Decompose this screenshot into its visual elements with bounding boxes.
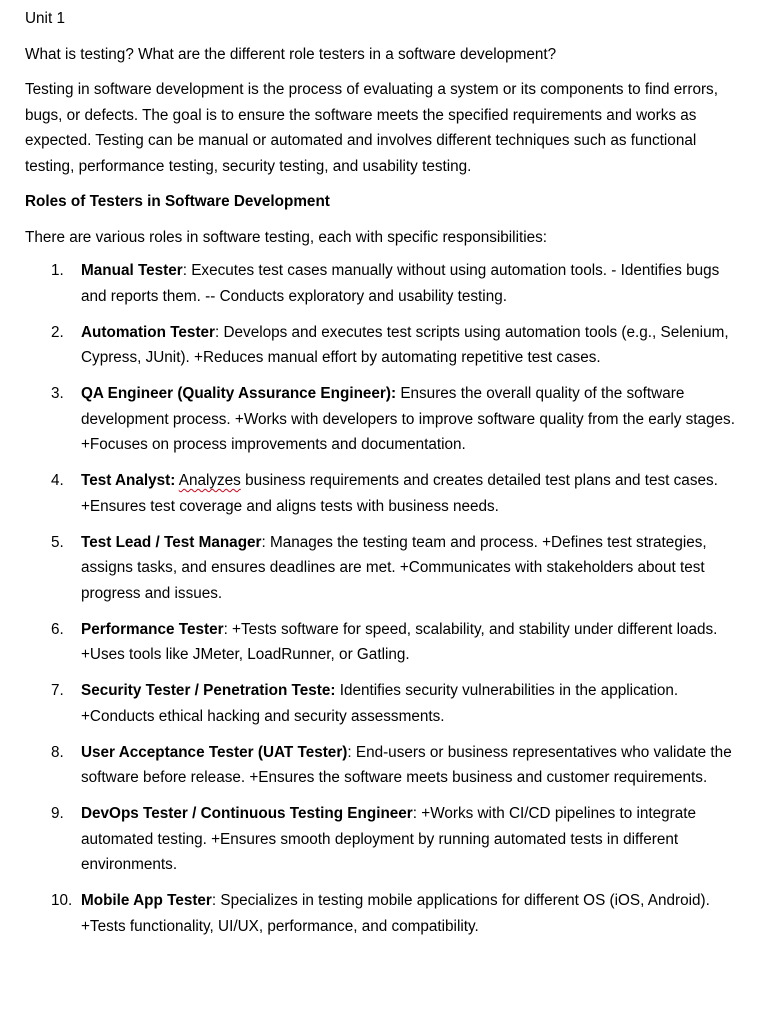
list-item bbox=[25, 320, 745, 371]
role-description: : Executes test cases manually without using automation tools. - Identifies bugs and reports them. -- Conducts exploratory and usability testing. bbox=[81, 262, 720, 305]
role-title: Test Lead / Test Manager bbox=[81, 533, 262, 551]
list-number: 8. bbox=[51, 743, 64, 761]
list-number: 5. bbox=[51, 533, 64, 551]
list-item bbox=[25, 381, 745, 458]
list-item bbox=[25, 740, 745, 791]
question-text: What is testing? What are the different role testers in a software development? bbox=[25, 45, 557, 63]
list-number: 3. bbox=[51, 385, 64, 402]
list-number: 1. bbox=[51, 262, 64, 279]
role-title: Performance Tester bbox=[81, 620, 224, 638]
roles-list bbox=[25, 258, 745, 939]
role-description: : End-users or business representatives who validate the software before release. +Ensures the software meets business and customer requirements. bbox=[81, 743, 732, 786]
role-title: Test Analyst: bbox=[81, 472, 176, 489]
role-title: DevOps Tester / Continuous Testing Engineer bbox=[81, 805, 413, 822]
list-item bbox=[25, 530, 745, 607]
list-number: 6. bbox=[51, 620, 64, 638]
role-description: : Specializes in testing mobile applications for different OS (iOS, Android). +Tests functionality, UI/UX, performance, and compatibility. bbox=[81, 892, 710, 935]
list-number: 2. bbox=[51, 323, 64, 341]
role-title: Mobile App Tester bbox=[81, 892, 212, 909]
role-description: : Develops and executes test scripts using automation tools (e.g., Selenium, Cypress, JUnit). +Reduces manual effort by automating repetitive test cases. bbox=[81, 323, 729, 366]
list-item bbox=[25, 258, 745, 309]
role-description: : +Tests software for speed, scalability, and stability under different loads. +Uses tools like JMeter, LoadRunner, or Gatling. bbox=[81, 620, 718, 663]
spellcheck-word: Analyzes bbox=[178, 472, 241, 489]
unit-label: Unit 1 bbox=[25, 10, 65, 27]
role-description: Ensures the overall quality of the software development process. +Works with developers to improve software quality from the early stages. +Focuses on process improvements and documentation. bbox=[81, 385, 735, 453]
list-item bbox=[25, 678, 745, 729]
list-item bbox=[25, 468, 745, 519]
role-description: Identifies security vulnerabilities in the application. +Conducts ethical hacking and security assessments. bbox=[81, 682, 679, 725]
intro-paragraph: Testing in software development is the process of evaluating a system or its components to find errors, bugs, or defects. The goal is to ensure the software meets the specified requirements and works as expected. Testing can be manual or automated and involves different techniques such as functional testing, performance testing, security testing, and usability testing. bbox=[25, 81, 718, 175]
list-item bbox=[25, 801, 745, 878]
role-title: Automation Tester bbox=[81, 323, 215, 341]
role-title: QA Engineer (Quality Assurance Engineer): bbox=[81, 385, 397, 402]
list-number: 9. bbox=[51, 805, 64, 822]
list-number: 4. bbox=[51, 472, 64, 489]
document-page bbox=[25, 6, 745, 950]
list-item bbox=[25, 617, 745, 668]
role-title: Security Tester / Penetration Teste: bbox=[81, 682, 336, 699]
role-title: Manual Tester bbox=[81, 262, 183, 279]
role-description: : Manages the testing team and process. +Defines test strategies, assigns tasks, and ensures deadlines are met. +Communicates with stakeholders about test progress and issues. bbox=[81, 533, 707, 602]
list-number: 7. bbox=[51, 682, 64, 699]
section-heading: Roles of Testers in Software Development bbox=[25, 193, 330, 210]
list-item bbox=[25, 888, 745, 939]
role-title: User Acceptance Tester (UAT Tester) bbox=[81, 743, 348, 761]
lead-paragraph: There are various roles in software testing, each with specific responsibilities: bbox=[25, 228, 548, 246]
list-number: 10. bbox=[51, 892, 73, 909]
role-description: : +Works with CI/CD pipelines to integrate automated testing. +Ensures smooth deployment by running automated tests in different environments. bbox=[81, 805, 697, 873]
role-description: business requirements and creates detailed test plans and test cases. +Ensures test coverage and aligns tests with business needs. bbox=[81, 472, 718, 515]
